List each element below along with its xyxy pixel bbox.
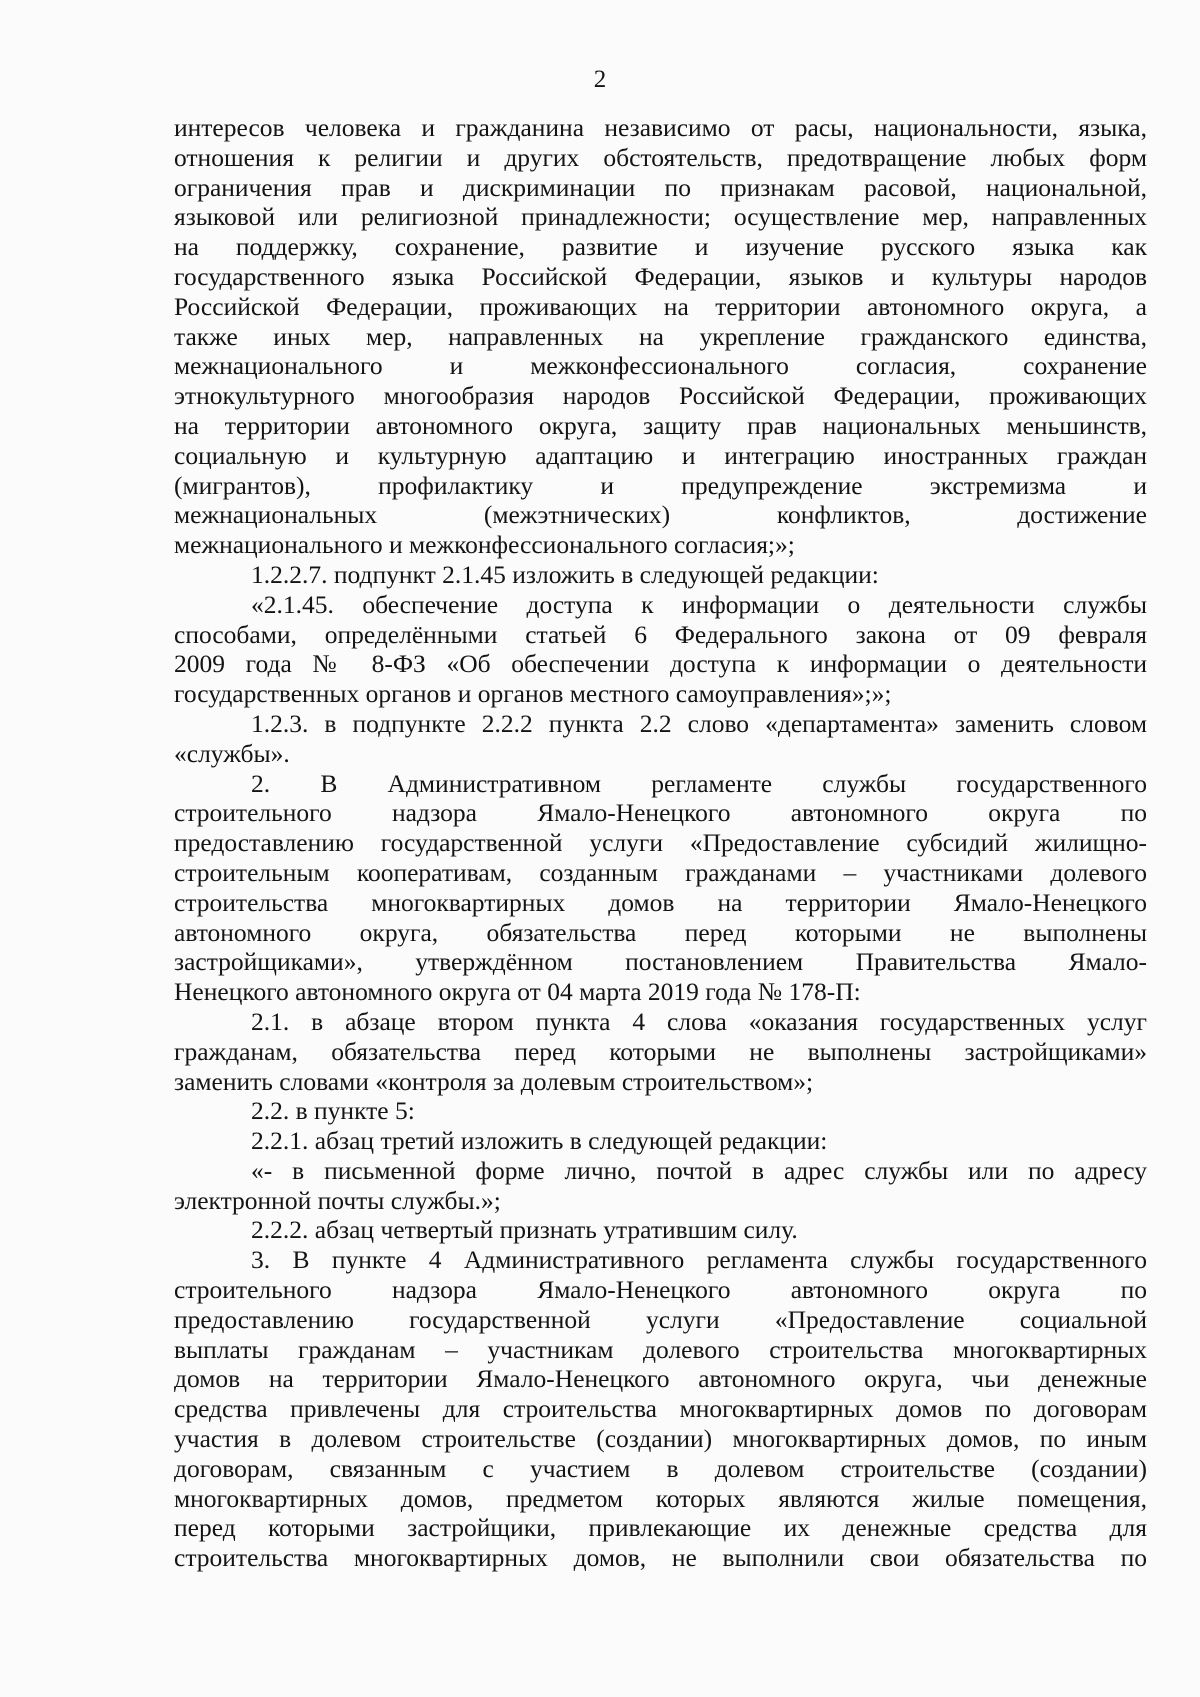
text-line: межнационального и межконфессионального согласия, сохранение (174, 351, 1147, 381)
text-line: на поддержку, сохранение, развитие и изучение русского языка как (174, 232, 1147, 262)
page-number: 2 (593, 66, 607, 93)
text-line: этнокультурного многообразия народов Российской Федерации, проживающих (174, 381, 1147, 411)
text-line: автономного округа, обязательства перед которыми не выполнены (174, 917, 1147, 947)
text-line: 1.2.3. в подпункте 2.2.2 пункта 2.2 слово «департамента» заменить словом (251, 708, 1147, 738)
text-line: «2.1.45. обеспечение доступа к информации о деятельности службы (251, 589, 1147, 619)
text-line: социальную и культурную адаптацию и интеграцию иностранных граждан (174, 440, 1147, 470)
text-line: предоставлению государственной услуги «Предоставление социальной (174, 1304, 1147, 1334)
text-line: 2.2.1. абзац третий изложить в следующей редакции: (251, 1126, 828, 1156)
text-line: многоквартирных домов, предметом которых являются жилые помещения, (174, 1483, 1147, 1513)
text-line: договорам, связанным с участием в долевом строительстве (создании) (174, 1453, 1147, 1483)
text-line: языковой или религиозной принадлежности; осуществление мер, направленных (174, 202, 1147, 232)
text-line: строительства многоквартирных домов на территории Ямало-Ненецкого (174, 887, 1147, 917)
text-line: «- в письменной форме лично, почтой в адрес службы или по адресу (251, 1155, 1147, 1185)
document-body (174, 113, 1147, 1573)
text-line: ограничения прав и дискриминации по признакам расовой, национальной, (174, 172, 1147, 202)
text-line: 2. В Административном регламенте службы государственного (251, 768, 1147, 798)
text-line: Российской Федерации, проживающих на территории автономного округа, а (174, 291, 1147, 321)
text-line: электронной почты службы.»; (174, 1185, 501, 1215)
text-line: Ненецкого автономного округа от 04 марта 2019 года № 178-П: (174, 977, 861, 1007)
text-line: 1.2.2.7. подпункт 2.1.45 изложить в следующей редакции: (251, 559, 879, 589)
text-line: застройщиками», утверждённом постановлением Правительства Ямало- (174, 947, 1147, 977)
text-line: 3. В пункте 4 Административного регламента службы государственного (251, 1245, 1147, 1275)
text-line: заменить словами «контроля за долевым строительством»; (174, 1066, 814, 1096)
text-line: также иных мер, направленных на укрепление гражданского единства, (174, 321, 1147, 351)
text-line: средства привлечены для строительства многоквартирных домов по договорам (174, 1394, 1147, 1424)
text-line: 2.2. в пункте 5: (251, 1096, 415, 1126)
text-line: государственного языка Российской Федерации, языков и культуры народов (174, 261, 1147, 291)
text-line: строительства многоквартирных домов, не выполнили свои обязательства по (174, 1543, 1147, 1573)
text-line: строительного надзора Ямало-Ненецкого автономного округа по (174, 1275, 1147, 1305)
text-line: «службы». (174, 738, 290, 768)
text-line: участия в долевом строительстве (создании) многоквартирных домов, по иным (174, 1424, 1147, 1454)
text-line: способами, определёнными статьей 6 Федерального закона от 09 февраля (174, 619, 1147, 649)
text-line: домов на территории Ямало-Ненецкого автономного округа, чьи денежные (174, 1364, 1147, 1394)
text-line: 2.1. в абзаце втором пункта 4 слова «оказания государственных услуг (251, 1006, 1147, 1036)
text-line: 2009 года № 8-ФЗ «Об обеспечении доступа к информации о деятельности (174, 649, 1147, 679)
text-line: интересов человека и гражданина независимо от расы, национальности, языка, (174, 113, 1147, 142)
text-line: строительного надзора Ямало-Ненецкого автономного округа по (174, 798, 1147, 828)
text-line: межнационального и межконфессионального согласия;»; (174, 530, 795, 560)
text-line: (мигрантов), профилактику и предупреждение экстремизма и (174, 470, 1147, 500)
text-line: гражданам, обязательства перед которыми не выполнены застройщиками» (174, 1036, 1147, 1066)
text-line: выплаты гражданам – участникам долевого строительства многоквартирных (174, 1334, 1147, 1364)
text-line: на территории автономного округа, защиту прав национальных меньшинств, (174, 410, 1147, 440)
text-line: перед которыми застройщики, привлекающие их денежные средства для (174, 1513, 1147, 1543)
text-line: строительным кооперативам, созданным гражданами – участниками долевого (174, 857, 1147, 887)
text-line: отношения к религии и других обстоятельств, предотвращение любых форм (174, 142, 1147, 172)
text-line: межнациональных (межэтнических) конфликтов, достижение (174, 500, 1147, 530)
text-line: предоставлению государственной услуги «Предоставление субсидий жилищно- (174, 828, 1147, 858)
text-line: государственных органов и органов местного самоуправления»;»; (174, 679, 892, 709)
text-line: 2.2.2. абзац четвертый признать утратившим силу. (251, 1215, 798, 1245)
